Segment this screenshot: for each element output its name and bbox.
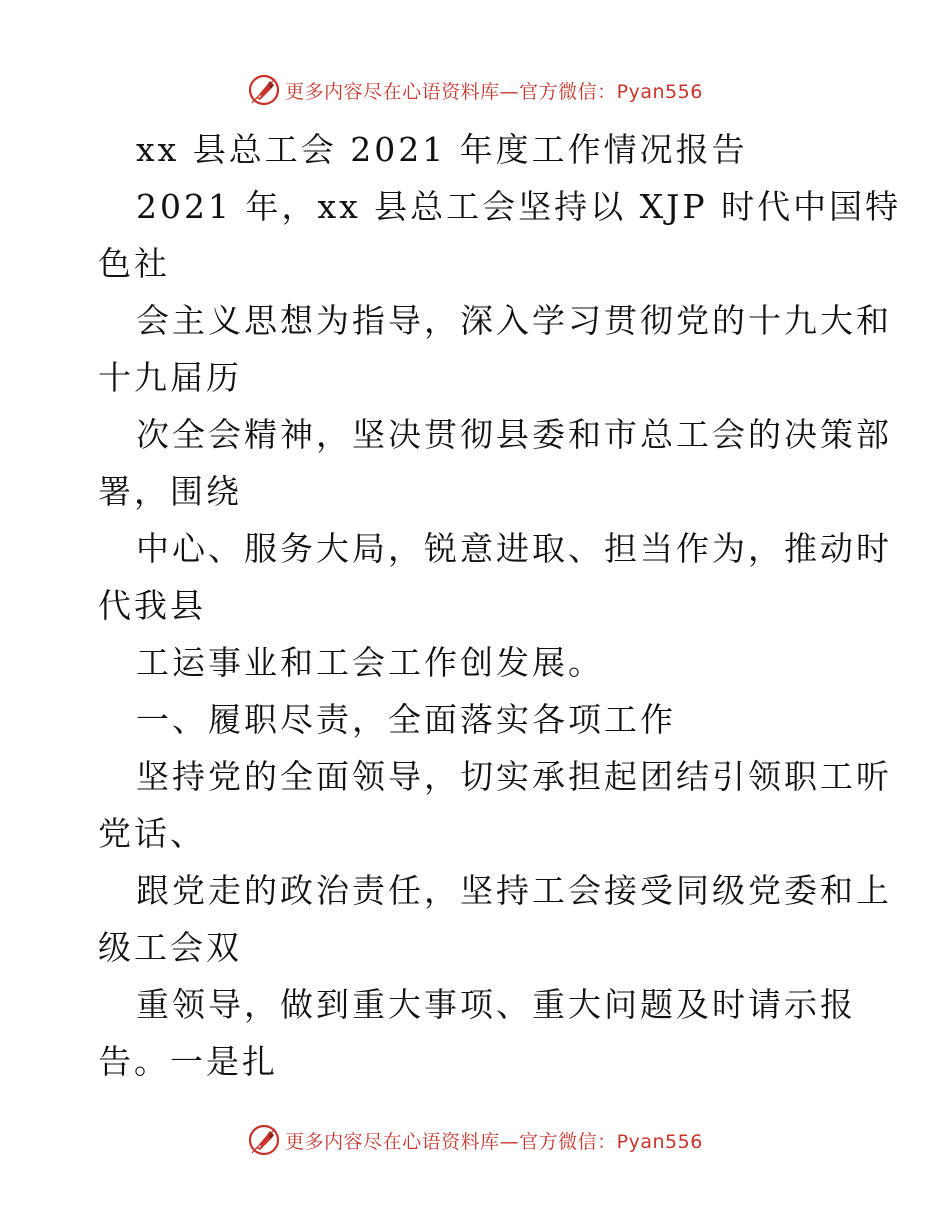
- paragraph-line: 工运事业和工会工作创发展。: [136, 643, 604, 682]
- pen-nib-logo-icon: [247, 73, 281, 107]
- paragraph-line: 重领导，做到重大事项、重大问题及时请示报: [136, 985, 856, 1024]
- paragraph-line: 十九届历: [98, 358, 242, 397]
- paragraph-line: 2021 年，xx 县总工会坚持以 XJP 时代中国特: [136, 187, 902, 226]
- paragraph-line: 党话、: [98, 814, 206, 853]
- paragraph-line: 会主义思想为指导，深入学习贯彻党的十九大和: [136, 301, 892, 340]
- section-heading: 一、履职尽责，全面落实各项工作: [136, 700, 676, 739]
- paragraph-line: 色社: [98, 244, 170, 283]
- paragraph-line: 署，围绕: [98, 472, 242, 511]
- watermark-banner-top: [0, 70, 950, 110]
- pen-nib-logo-icon: [247, 1123, 281, 1157]
- paragraph-line: 次全会精神，坚决贯彻县委和市总工会的决策部: [136, 415, 892, 454]
- watermark-text: 更多内容尽在心语资料库—官方微信：Pyan556: [285, 1130, 703, 1153]
- paragraph-line: 代我县: [98, 586, 206, 625]
- paragraph-line: 坚持党的全面领导，切实承担起团结引领职工听: [136, 757, 892, 796]
- watermark-banner-bottom: [0, 1120, 950, 1160]
- document-title: xx 县总工会 2021 年度工作情况报告: [136, 130, 748, 169]
- paragraph-line: 中心、服务大局，锐意进取、担当作为，推动时: [136, 529, 892, 568]
- paragraph-line: 跟党走的政治责任，坚持工会接受同级党委和上: [136, 871, 892, 910]
- paragraph-line: 告。一是扎: [98, 1042, 278, 1081]
- watermark-text: 更多内容尽在心语资料库—官方微信：Pyan556: [285, 80, 703, 103]
- paragraph-line: 级工会双: [98, 928, 242, 967]
